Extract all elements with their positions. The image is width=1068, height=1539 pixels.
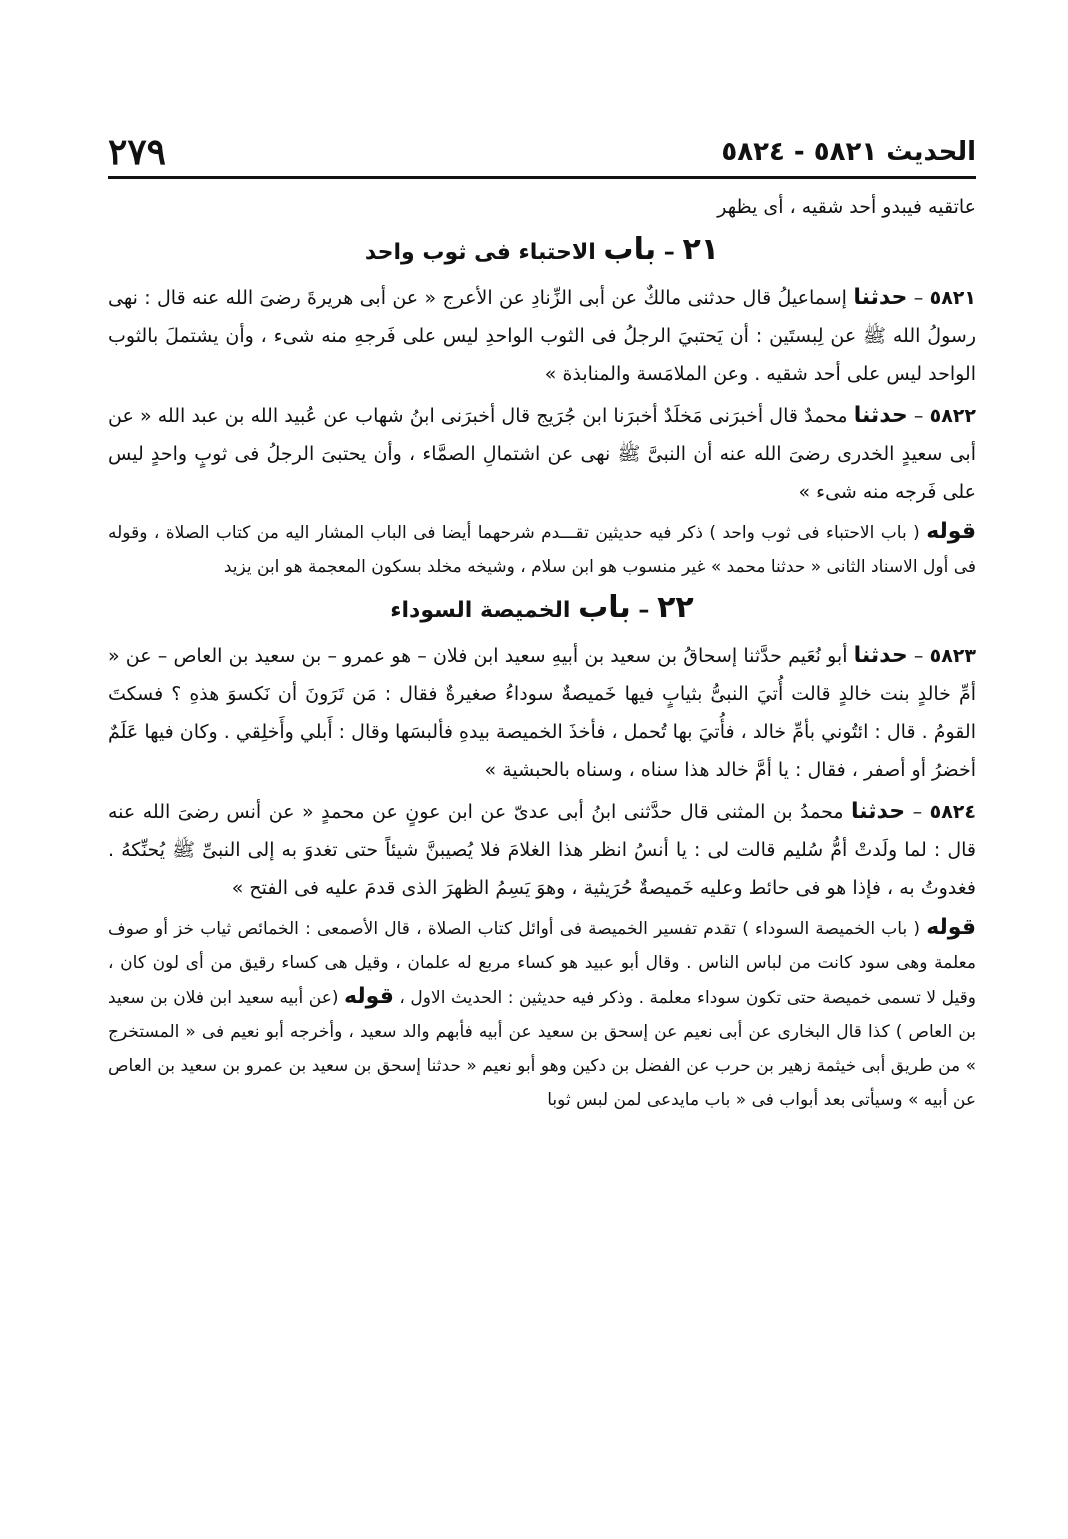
- commentary-text: ( باب الاحتباء فى ثوب واحد ) ذكر فيه حديثين تقـــدم شرحهما أيضا فى الباب المشار اليه من كتاب الصلاة ، وقوله فى أول الاسناد الثانى « حدثنا محمد » غير منسوب هو ابن سلام ، وشيخه مخلد بسكون المعجمة هو ابن يزيد: [108, 523, 976, 577]
- hadith-5823: ٥٨٢٣ – حدثنا أبو نُعَيم حدَّثنا إسحاقُ بن سعيد بن أبيهِ سعيد ابن فلان – هو عمرو – بن سعيد بن العاص – عن « أمِّ خالدٍ بنت خالدٍ قالت أُتيَ النبىُّ بثيابٍ فيها خَميصةٌ سوداءُ صغيرةٌ فقال : مَن تَرَونَ أن نَكسوَ هذهِ ؟ فسكتَ القومُ . قال : ائتُوني بأمِّ خالد ، فأُتيَ بها تُحمل ، فأخذَ الخميصة بيدهِ فألبسَها وقال : أَبلي وأَخلِقي . وكان فيها عَلَمٌ أخضرُ أو أصفر ، فقال : يا أمَّ خالد هذا سناه ، وسناه بالحبشية »: [108, 643, 976, 781]
- chapter-heading-22: [108, 588, 976, 631]
- chapter-number: ٢١: [682, 232, 720, 267]
- chapter-dash: –: [663, 240, 675, 265]
- chapter-title: الخميصة السوداء: [390, 598, 571, 623]
- commentary-keyword: قوله: [926, 915, 977, 940]
- running-head: الحديث ٥٨٢١ - ٥٨٢٤: [721, 137, 976, 167]
- commentary-text: ( باب الخميصة السوداء ) تقدم تفسير الخميصة فى أوائل كتاب الصلاة ، قال الأصمعى : الخمائص ثياب خز أو صوف معلمة وهى سود كانت من لباس الناس . وقال أبو عبيد هو كساء مربع له علمان ، وقيل هى كساء رقيق من أى لون كان ، وقيل لا تسمى خميصة حتى تكون سوداء معلمة . وذكر فيه حديثين : الحديث الاول ،: [108, 919, 976, 1008]
- hadith-keyword: حدثنا: [851, 799, 906, 824]
- hadith-5821: ٥٨٢١ – حدثنا إسماعيلُ قال حدثنى مالكٌ عن أبى الزِّنادِ عن الأعرج « عن أبى هريرةَ رضىَ الله عنه قال : نهى رسولُ الله ﷺ عن لِبستَين : أن يَحتبيَ الرجلُ فى الثوب الواحدِ ليس على فَرجهِ منه شىء ، وأن يشتملَ بالثوب الواحد ليس على أحد شقيه . وعن الملامَسة والمنابذة »: [108, 285, 976, 385]
- chapter-title: الاحتباء فى ثوب واحد: [364, 240, 596, 265]
- hadith-text: إسماعيلُ قال حدثنى مالكٌ عن أبى الزِّنادِ عن الأعرج « عن أبى هريرةَ رضىَ الله عنه قال : نهى رسولُ الله ﷺ عن لِبستَين : أن يَحتبيَ الرجلُ فى الثوب الواحدِ ليس على فَرجهِ منه شىء ، وأن يشتملَ بالثوب الواحد ليس على أحد شقيه . وعن الملامَسة والمنابذة »: [108, 287, 976, 385]
- commentary-text-2: (عن أبيه سعيد ابن فلان بن سعيد بن العاص ) كذا قال البخارى عن أبى نعيم عن إسحق بن سعيد عن أبيه فأبهم والد سعيد ، وأخرجه أبو نعيم فى « المستخرج » من طريق أبى خيثمة زهير بن حرب عن الفضل بن دكين وهو أبو نعيم « حدثنا إسحق بن سعيد بن عمرو بن سعيد بن العاص عن أبيه » وسيأتى بعد أبواب فى « باب مايدعى لمن لبس ثوبا: [108, 988, 976, 1110]
- hadith-number: ٥٨٢٢: [929, 405, 976, 427]
- chapter-bab: باب: [603, 232, 657, 267]
- hadith-keyword: حدثنا: [853, 403, 908, 428]
- commentary-1: [108, 515, 976, 584]
- page-number: ٢٧٩: [108, 131, 167, 173]
- hadith-5824: ٥٨٢٤ – حدثنا محمدُ بن المثنى قال حدَّثنى ابنُ أبى عدىّ عن ابن عونٍ عن محمدٍ « عن أنس رضىَ الله عنه قال : لما ولَدتْ أمُّ سُليم قالت لى : يا أنسُ انظر هذا الغلامَ فلا يُصيبنَّ شيئاً حتى تغدوَ به إلى النبىِّ ﷺ يُحنِّكهُ . فغدوتُ به ، فإذا هو فى حائط وعليه خَميصةٌ حُرَيثية ، وهوَ يَسِمُ الظهرَ الذى قدمَ عليه فى الفتح »: [108, 799, 976, 899]
- commentary-keyword-2: قوله: [344, 984, 394, 1009]
- hadith-text: محمدُ بن المثنى قال حدَّثنى ابنُ أبى عدىّ عن ابن عونٍ عن محمدٍ « عن أنس رضىَ الله عنه قال : لما ولَدتْ أمُّ سُليم قالت لى : يا أنسُ انظر هذا الغلامَ فلا يُصيبنَّ شيئاً حتى تغدوَ به إلى النبىِّ ﷺ يُحنِّكهُ . فغدوتُ به ، فإذا هو فى حائط وعليه خَميصةٌ حُرَيثية ، وهوَ يَسِمُ الظهرَ الذى قدمَ عليه فى الفتح »: [108, 801, 976, 899]
- hadith-number: ٥٨٢٣: [929, 645, 976, 667]
- chapter-heading-21: [108, 230, 976, 273]
- commentary-2: [108, 911, 976, 1117]
- hadith-number: ٥٨٢١: [929, 287, 976, 309]
- page-body: [108, 188, 976, 1479]
- hadith-text: محمدٌ قال أخبرَنى مَخلَدٌ أخبرَنا ابن جُرَيج قال أخبرَنى ابنُ شهاب عن عُبيد الله بن عبد الله « عن أبى سعيدٍ الخدرى رضىَ الله عنه أن النبىَّ ﷺ نهى عن اشتمالِ الصمَّاء ، وأن يحتبىَ الرجلُ فى ثوبٍ واحدٍ ليس على فَرجه منه شىء »: [108, 405, 976, 503]
- commentary-keyword: قوله: [926, 519, 976, 544]
- hadith-number: ٥٨٢٤: [929, 801, 976, 823]
- page-header: [108, 128, 976, 176]
- header-rule: [108, 176, 976, 179]
- intro-line: عاتقيه فيبدو أحد شقيه ، أى يظهر: [717, 196, 976, 218]
- hadith-text: أبو نُعَيم حدَّثنا إسحاقُ بن سعيد بن أبيهِ سعيد ابن فلان – هو عمرو – بن سعيد بن العاص – عن « أمِّ خالدٍ بنت خالدٍ قالت أُتيَ النبىُّ بثيابٍ فيها خَميصةٌ سوداءُ صغيرةٌ فقال : مَن تَرَونَ أن نَكسوَ هذهِ ؟ فسكتَ القومُ . قال : ائتُوني بأمِّ خالد ، فأُتيَ بها تُحمل ، فأخذَ الخميصة بيدهِ فألبسَها وقال : أَبلي وأَخلِقي . وكان فيها عَلَمٌ أخضرُ أو أصفر ، فقال : يا أمَّ خالد هذا سناه ، وسناه بالحبشية »: [108, 645, 976, 781]
- hadith-keyword: حدثنا: [853, 643, 908, 668]
- chapter-number: ٢٢: [657, 590, 694, 625]
- chapter-dash: –: [638, 598, 650, 623]
- hadith-5822: ٥٨٢٢ – حدثنا محمدٌ قال أخبرَنى مَخلَدٌ أخبرَنا ابن جُرَيج قال أخبرَنى ابنُ شهاب عن عُبيد الله بن عبد الله « عن أبى سعيدٍ الخدرى رضىَ الله عنه أن النبىَّ ﷺ نهى عن اشتمالِ الصمَّاء ، وأن يحتبىَ الرجلُ فى ثوبٍ واحدٍ ليس على فَرجه منه شىء »: [108, 403, 976, 503]
- chapter-bab: باب: [578, 590, 631, 625]
- hadith-keyword: حدثنا: [853, 285, 908, 310]
